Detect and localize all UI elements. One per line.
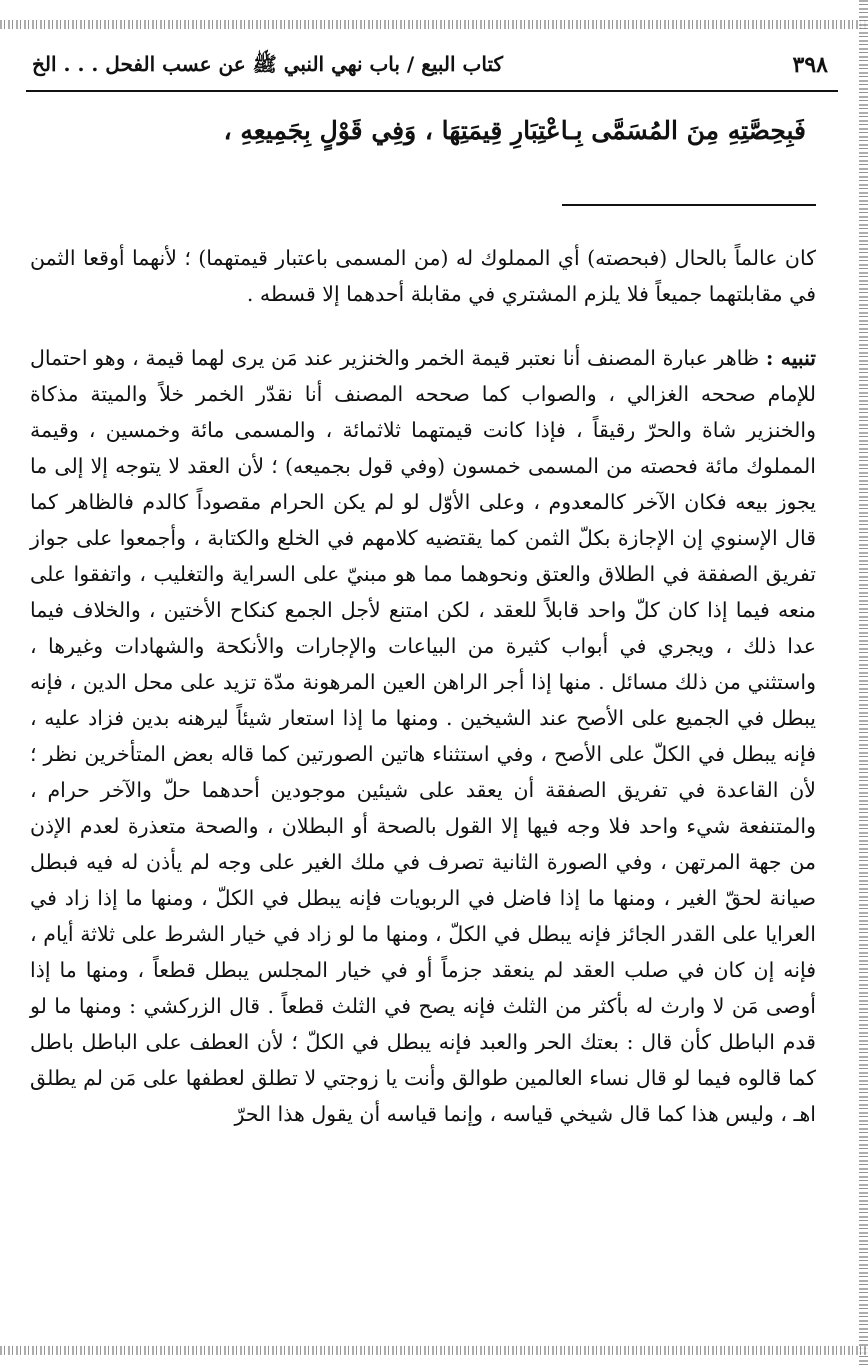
header-rule bbox=[26, 90, 838, 92]
running-title: كتاب البيع / باب نهي النبي ﷺ عن عسب الفحل . . . الخ bbox=[32, 52, 504, 76]
commentary-paragraph-2 bbox=[30, 340, 816, 1132]
commentary-paragraph-1: كان عالماً بالحال (فبحصته) أي المملوك له (من المسمى باعتبار قيمتهما) ؛ لأنهما أوقعا الثمن في مقابلتهما جميعاً فلا يلزم المشتري في مقابلة أحدهما إلا قسطه . bbox=[30, 246, 816, 306]
page-border-right bbox=[859, 0, 868, 1368]
commentary-paragraph-2-body: ظاهر عبارة المصنف أنا نعتبر قيمة الخمر والخنزير عند مَن يرى لهما قيمة ، وهو احتمال للإمام صححه الغزالي ، والصواب كما صححه المصنف أنا نقدّر الخمر خلاً والميتة مذكاة والخنزير شاة والحرّ رقيقاً ، فإذا كانت قيمتهما ثلاثمائة ، والمسمى مائة وخمسين ، وقيمة المملوك مائة فحصته من المسمى خمسون (وفي قول بجميعه) ؛ لأن العقد لا يتوجه إلا إلى ما يجوز بيعه فكان الآخر كالمعدوم ، وعلى الأوّل لو لم يكن الحرام مقصوداً كالدم فالظاهر كما قال الإسنوي إن الإجازة بكلّ الثمن كما يقتضيه كلامهم في الخلع والكتابة ، وأجمعوا على جواز تفريق الصفقة في الطلاق والعتق ونحوهما مما هو مبنيّ على السراية والتغليب ، واتفقوا على منعه فيما إذا كان كلّ واحد قابلاً للعقد ، لكن امتنع لأجل الجمع كنكاح الأختين ، والخلاف فيما عدا ذلك ، ويجري في أبواب كثيرة من البياعات والإجارات والأنكحة والشهادات وغيرها ، واستثني من ذلك مسائل . منها إذا أجر الراهن العين المرهونة مدّة تزيد على محل الدين ، فإنه يبطل في الجميع على الأصح عند الشيخين . ومنها ما إذا استعار شيئاً ليرهنه بدين فزاد عليه ، فإنه يبطل في الكلّ على الأصح ، وفي استثناء هاتين الصورتين كما قاله بعض المتأخرين نظر ؛ لأن القاعدة في تفريق الصفقة أن يعقد على شيئين موجودين أحدهما حلّ والآخر حرام ، والمتنفعة شيء واحد فلا وجه فيها إلا القول بالصحة أو البطلان ، والصحة متعذرة لعدم الإذن من جهة المرتهن ، وفي الصورة الثانية تصرف في ملك الغير على وجه لم يأذن له فيه فبطل صيانة لحقّ الغير ، ومنها ما إذا فاضل في الربويات فإنه يبطل في الكلّ ، ومنها ما إذا زاد في العرايا على القدر الجائز فإنه يبطل في الكلّ ، ومنها ما لو زاد في خيار الشرط على ثلاثة أيام ، فإنه إن كان في صلب العقد لم ينعقد جزماً أو في خيار المجلس يبطل قطعاً ، ومنها ما إذا أوصى مَن لا وارث له بأكثر من الثلث فإنه يصح في الثلث قطعاً . قال الزركشي : ومنها ما لو قدم الباطل كأن قال : بعتك الحر والعبد فإنه يبطل في الكلّ ؛ لأن العطف على الباطل باطل كما قالوه فيما لو قال نساء العالمين طوالق وأنت يا زوجتي لا تطلق لعطفها على مَن لم يطلق اهـ ، وليس هذا كما قال شيخي قياسه ، وإنما قياسه أن يقول هذا الحرّ bbox=[30, 346, 816, 1126]
tanbih-label: تنبيه : bbox=[765, 346, 816, 370]
page-number: ٣٩٨ bbox=[792, 52, 828, 78]
page-border-bottom bbox=[0, 1346, 868, 1355]
matn-separator-rule bbox=[562, 204, 816, 206]
page-header bbox=[28, 48, 836, 88]
page-border-top bbox=[0, 20, 868, 29]
matn-text: فَبِحِصَّتِهِ مِنَ المُسَمَّى بِـاعْتِبَارِ قِيمَتِهَا ، وَفِي قَوْلٍ بِجَمِيعِهِ ، bbox=[223, 116, 806, 145]
